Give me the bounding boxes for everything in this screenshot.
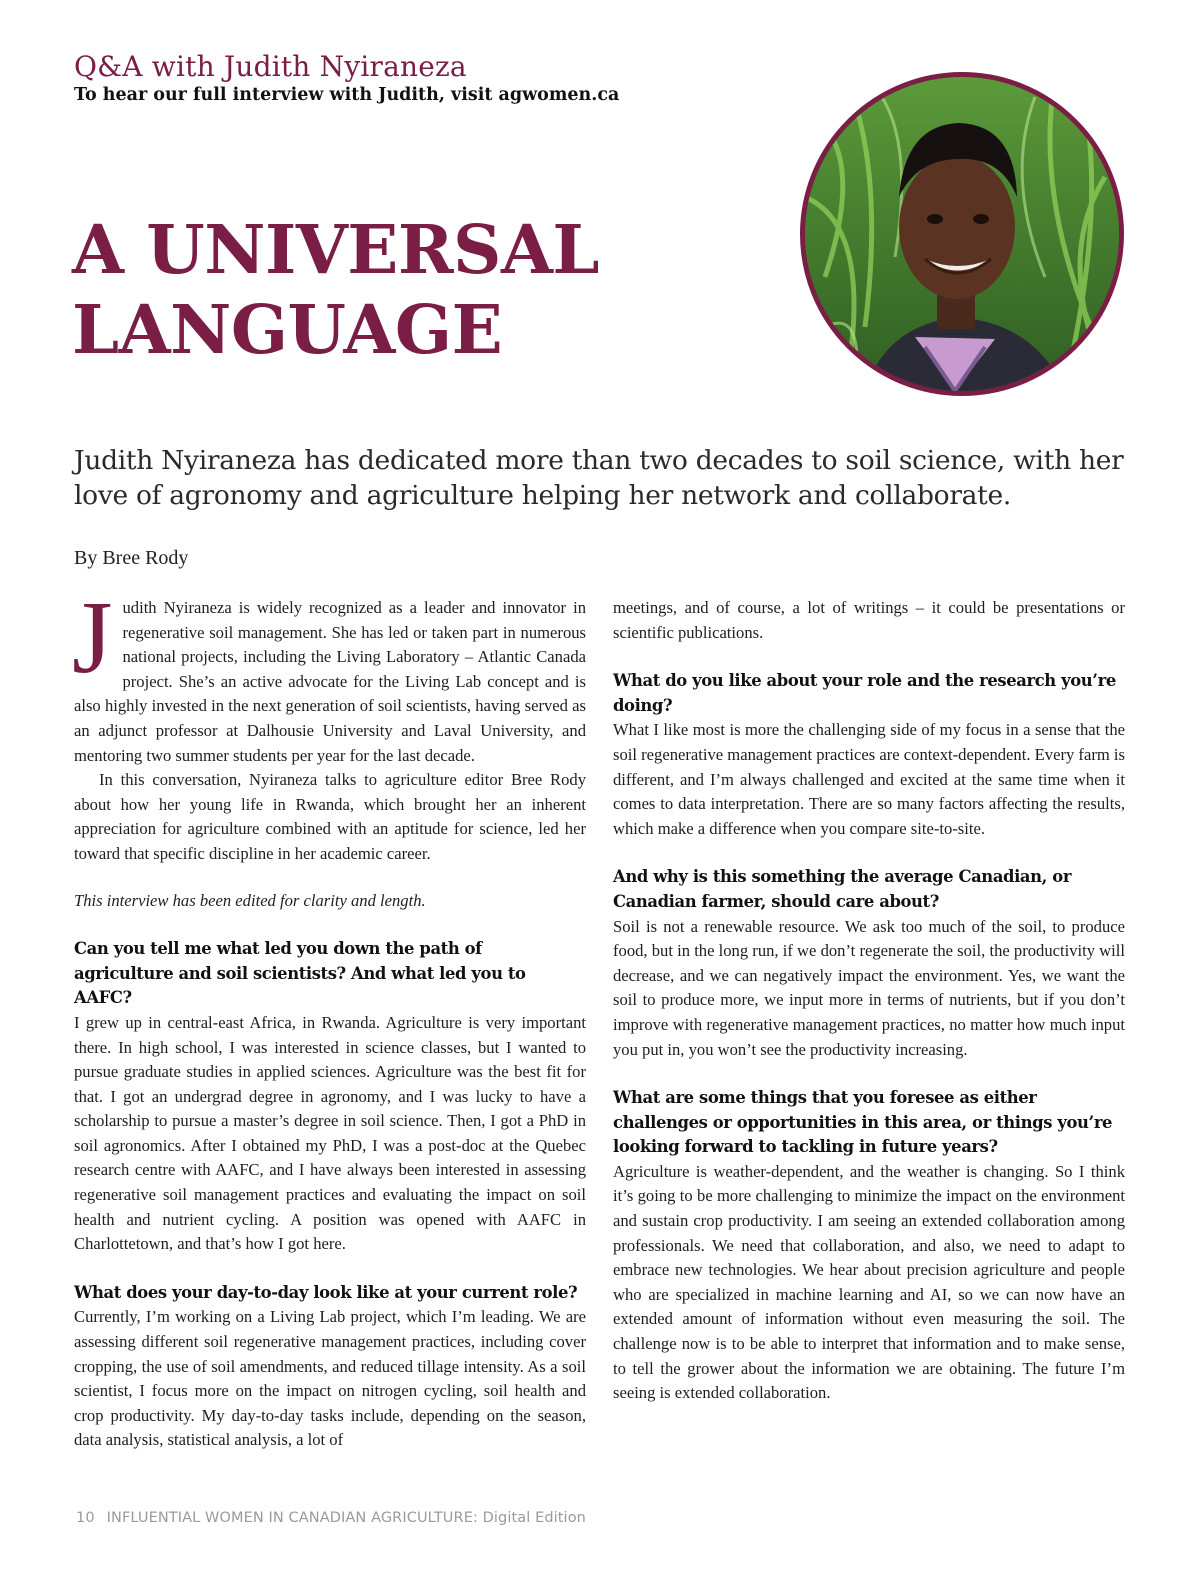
- publication-name: INFLUENTIAL WOMEN IN CANADIAN AGRICULTURE: [106, 1510, 473, 1526]
- question-heading: And why is this something the average Canadian, or Canadian farmer, should care about?: [613, 867, 1072, 911]
- article-column-right: [613, 596, 1125, 1406]
- headline-line-2: LANGUAGE: [72, 290, 503, 369]
- intro-paragraph-text: udith Nyiraneza is widely recognized as a leader and innovator in regenerative soil management. She has led or taken part in numerous national projects, including the Living Laboratory – Atlantic Canada project. She’s an active advocate for the Living Lab concept and is also highly invested in the next generation of soil scientists, having served as an adjunct professor at Dalhousie University and Laval University, and mentoring two summer students per year for the last decade.: [74, 598, 586, 765]
- question-heading: What are some things that you foresee as either challenges or opportunities in this area, or things you’re looking forward to tackling in future years?: [613, 1088, 1113, 1157]
- answer-paragraph: I grew up in central-east Africa, in Rwanda. Agriculture is very important there. In high school, I was interested in science classes, but I wanted to pursue graduate studies in applied sciences. Agriculture was the best fit for that. I got an undergrad degree in agronomy, and I was lucky to have a scholarship to pursue a master’s degree in soil science. Then, I got a PhD in soil agronomics. After I obtained my PhD, I was a post-doc at the Quebec research centre with AAFC, and I have always been interested in assessing regenerative soil management practices and evaluating the impact on soil health and nutrient cycling. A position was opened with AAFC in Charlottetown, and that’s how I got here.: [74, 1012, 586, 1254]
- interview-link-note: To hear our full interview with Judith, visit agwomen.ca: [74, 85, 620, 105]
- question-heading: Can you tell me what led you down the path of agriculture and soil scientists? And what led you to AAFC?: [74, 939, 526, 1008]
- edition-label: : Digital Edition: [472, 1510, 586, 1526]
- page-number: 10: [76, 1510, 95, 1526]
- intro-paragraph-2: In this conversation, Nyiraneza talks to agriculture editor Bree Rody about how her young life in Rwanda, which brought her an inherent appreciation for agriculture combined with an aptitude for science, led her toward that specific discipline in her academic career.: [74, 770, 586, 863]
- answer-paragraph: Soil is not a renewable resource. We ask too much of the soil, to produce food, but in the long run, if we don’t regenerate the soil, the productivity will decrease, and we can negatively impact the environment. Yes, we want the soil to produce more, we input more in terms of nutrients, but if you don’t improve with regenerative management practices, no matter how much input you put in, you won’t see the productivity increasing.: [613, 916, 1125, 1059]
- answer-paragraph: What I like most is more the challenging side of my focus in a sense that the soil regenerative management practices are context-dependent. Every farm is different, and I’m always challenged and excited at the same time when it comes to data interpretation. There are so many factors affecting the results, which make a difference when you compare site-to-site.: [613, 720, 1125, 838]
- editor-note: This interview has been edited for clarity and length.: [74, 890, 426, 910]
- drop-cap: J: [72, 580, 113, 695]
- intro-paragraph: [72, 580, 586, 768]
- article-column-left: [72, 580, 586, 1453]
- portrait-photo: [800, 72, 1124, 396]
- article-headline: [72, 210, 692, 370]
- section-kicker: Q&A with Judith Nyiraneza: [74, 50, 467, 83]
- page-footer: [76, 1510, 586, 1526]
- headline-line-1: A UNIVERSAL: [72, 210, 600, 289]
- portrait-illustration: [805, 77, 1119, 391]
- answer-paragraph: Agriculture is weather-dependent, and the weather is changing. So I think it’s going to be more challenging to minimize the impact on the environment and sustain crop productivity. I am seeing an extended collaboration among professionals. We need that collaboration, and also, we need to adapt to embrace new technologies. We hear about precision agriculture and people who are specialized in machine learning and AI, so we can now have an extended amount of information without even measuring the soil. The challenge now is to be able to interpret that information and to make sense, to tell the grower about the information we are obtaining. The future I’m seeing is extended collaboration.: [613, 1161, 1125, 1403]
- article-deck: Judith Nyiraneza has dedicated more than two decades to soil science, with her love of agronomy and agriculture helping her network and collaborate.: [74, 445, 1124, 511]
- answer-paragraph: Currently, I’m working on a Living Lab project, which I’m leading. We are assessing different soil regenerative management practices, including cover cropping, the use of soil amendments, and reduced tillage intensity. As a soil scientist, I focus more on the impact on nitrogen cycling, soil health and crop productivity. My day-to-day tasks include, depending on the season, data analysis, statistical analysis, a lot of: [74, 1307, 586, 1450]
- question-heading: What do you like about your role and the research you’re doing?: [613, 671, 1116, 715]
- question-heading: What does your day-to-day look like at your current role?: [74, 1282, 578, 1302]
- answer-paragraph-continued: meetings, and of course, a lot of writings – it could be presentations or scientific publications.: [613, 598, 1125, 642]
- byline: By Bree Rody: [74, 547, 189, 569]
